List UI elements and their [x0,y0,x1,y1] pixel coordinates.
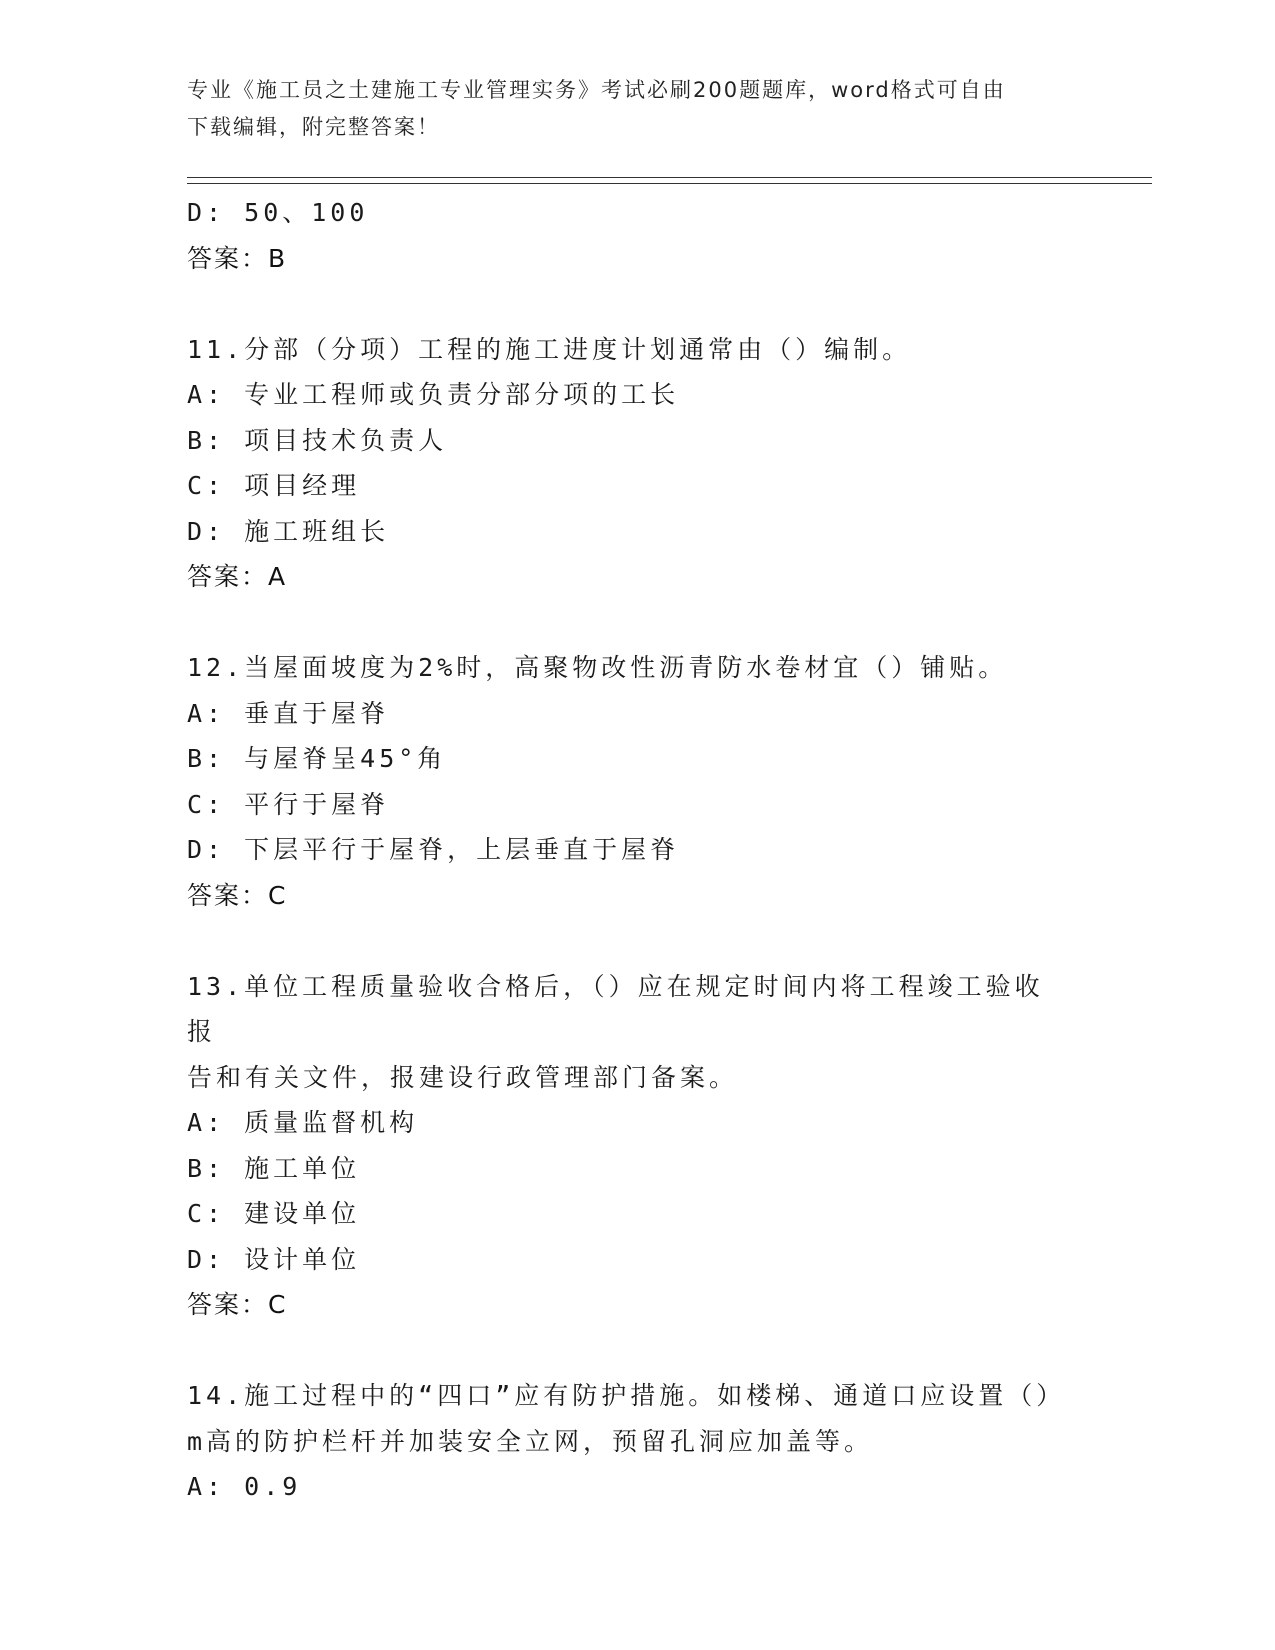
option-c: C: 建设单位 [187,1199,361,1228]
answer: 答案：A [187,562,288,591]
question-stem: 11.分部（分项）工程的施工进度计划通常由（）编制。 [187,334,912,364]
question-stem-line-2: m高的防护栏杆并加装安全立网，预留孔洞应加盖等。 [187,1426,874,1456]
spacer [187,1328,1087,1374]
option-d: D: 施工班组长 [187,516,390,546]
option-b: B: 项目技术负责人 [187,425,448,455]
document-header [187,72,1067,146]
question-13 [187,964,1087,1328]
question-stem-line-1: 14.施工过程中的“四口”应有防护措施。如楼梯、通道口应设置（） [187,1381,1066,1410]
header-rule-bottom [187,183,1152,184]
question-14 [187,1373,1087,1510]
question-stem-line-1: 13.单位工程质量验收合格后，（）应在规定时间内将工程竣工验收报 [187,971,1044,1046]
option-a: A: 垂直于屋脊 [187,698,390,728]
option-d: D: 下层平行于屋脊，上层垂直于屋脊 [187,835,680,864]
prev-option-d: D: 50、100 [187,198,369,227]
option-d: D: 设计单位 [187,1244,361,1274]
prev-answer: 答案：B [187,243,288,273]
header-line-2: 下载编辑，附完整答案！ [187,115,440,139]
question-12 [187,645,1087,918]
option-a: A: 质量监督机构 [187,1108,419,1137]
spacer [187,281,1087,327]
option-a: A: 专业工程师或负责分部分项的工长 [187,380,680,409]
spacer [187,600,1087,646]
answer: 答案：C [187,1290,288,1319]
spacer [187,918,1087,964]
question-stem: 12.当屋面坡度为2%时，高聚物改性沥青防水卷材宜（）铺贴。 [187,653,1008,682]
question-list [187,190,1087,1510]
question-stem-line-2: 告和有关文件，报建设行政管理部门备案。 [187,1062,739,1092]
option-a: A: 0.9 [187,1472,302,1501]
question-11 [187,327,1087,600]
option-c: C: 项目经理 [187,471,361,500]
option-c: C: 平行于屋脊 [187,789,390,819]
answer: 答案：C [187,880,288,910]
header-rule-top [187,177,1152,178]
header-line-1: 专业《施工员之土建施工专业管理实务》考试必刷200题题库，word格式可自由 [187,78,1006,102]
option-b: B: 施工单位 [187,1153,361,1183]
option-b: B: 与屋脊呈45°角 [187,744,447,773]
